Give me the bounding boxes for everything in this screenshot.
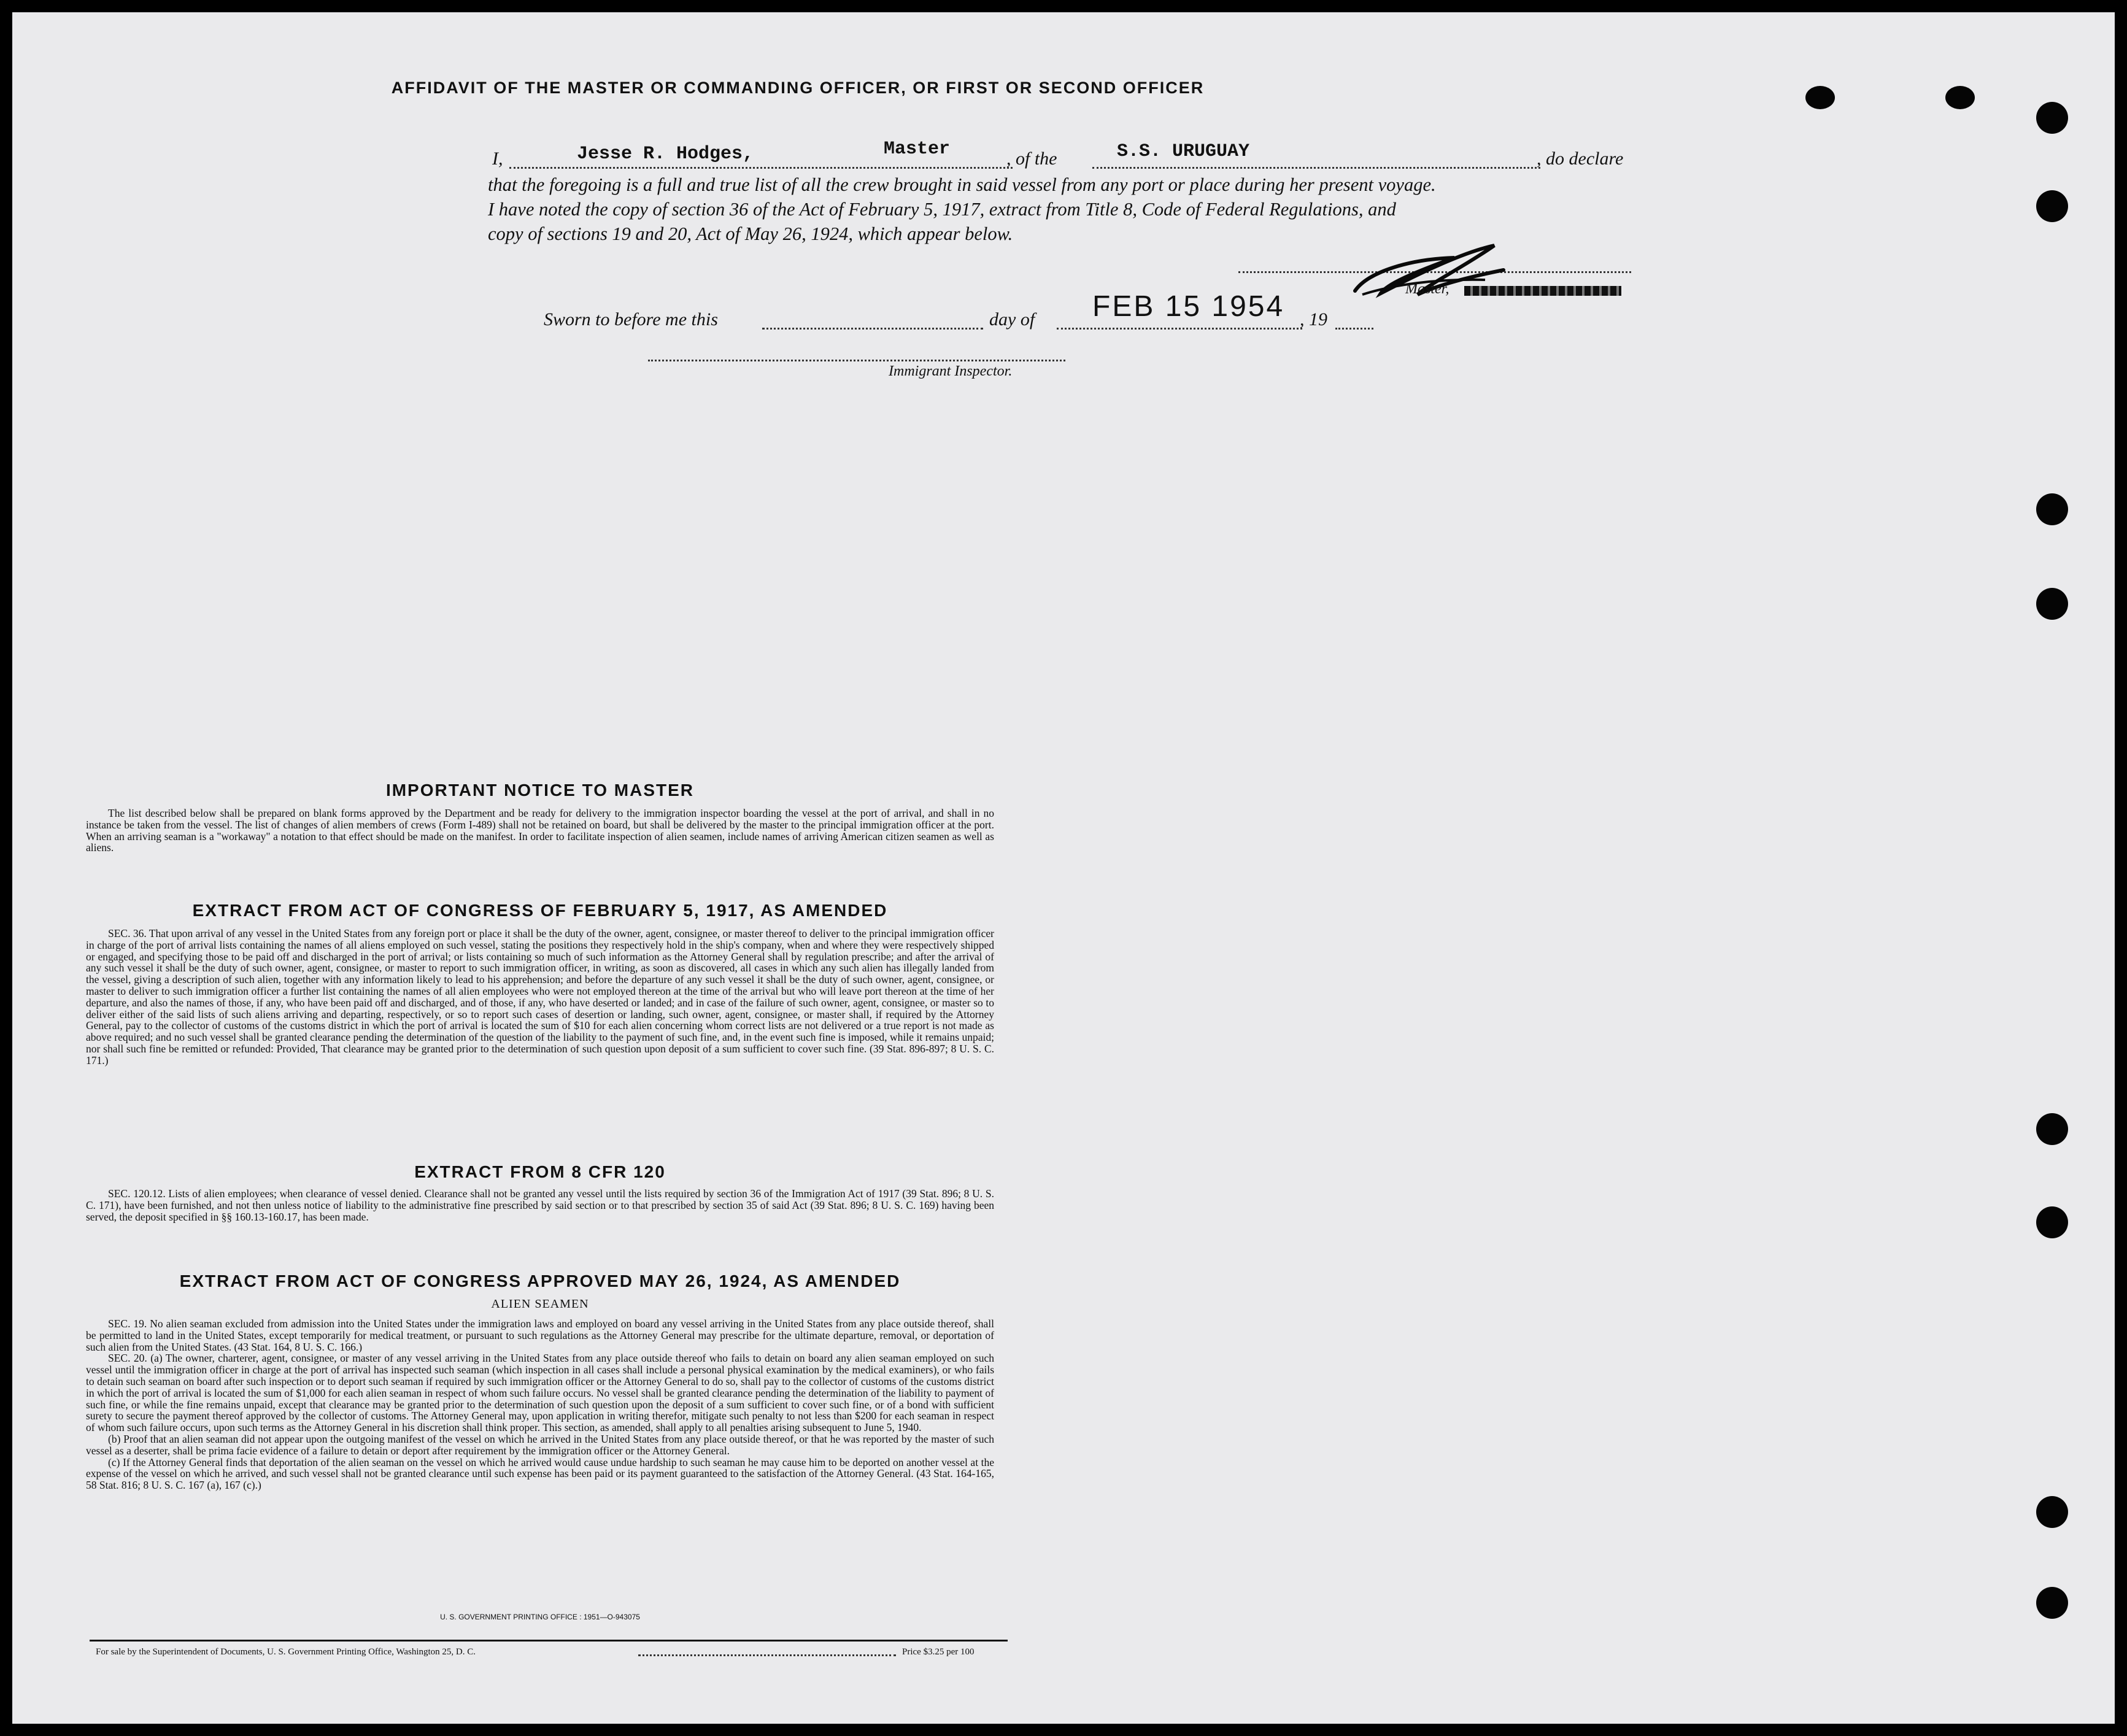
- section-20a: SEC. 20. (a) The owner, charterer, agent, consignee, or master of any vessel arriving in the United States from any place outside thereof who fails to detain on board any alien seaman employed on such vessel until the immigration officer in charge at the port of arrival has inspected such seaman (which inspection in all cases shall include a personal physical examination by the medical examiners), or who fails to detain such seaman on board after such inspection or to deport such seaman if required by such immigration officer or the Attorney General to do so, shall pay to the collector of customs of the customs district in which the port of arrival is located the sum of $1,000 for each alien seaman in respect of whom such failure occurs. No vessel shall be granted clearance pending the determination of the liability to payment of such fine, or while the fine remains unpaid, except that clearance may be granted prior to the determination of such question upon the deposit of a sum sufficient to cover such fine, or of a bond with sufficient surety to secure the payment thereof approved by the collector of customs. The Attorney General may, upon application in writing therefor, mitigate such penalty to not less than $200 for each seaman in respect of whom such failure occurs, upon such terms as the Attorney General in his discretion shall think proper. This section, as amended, shall apply to all penalties arising subsequent to June 5, 1940.: [86, 1352, 994, 1434]
- section-20b: (b) Proof that an alien seaman did not appear upon the outgoing manifest of the vessel on which he arrived in the United States from any place outside thereof, or that he was reported by the master of such vessel as a deserter, shall be prima facie evidence of a failure to detain or deport after requirement by the immigration officer or the Attorney General.: [86, 1432, 994, 1457]
- extract-1917-body: SEC. 36. That upon arrival of any vessel in the United States from any foreign port or place it shall be the duty of the owner, agent, consignee, or master thereof to deliver to the principal immigration officer in charge of the port of arrival lists containing the names of all aliens employed on such vessel, stating the positions they respectively hold in the ship's company, when and where they were respectively shipped or engaged, and specifying those to be paid off and discharged in the port of arrival; or lists containing so much of such information as the Attorney General shall by regulation prescribe; and after the arrival of any such vessel it shall be the duty of such owner, agent, consignee, or master to report to such immigration officer, in writing, as soon as discovered, all cases in which any such alien has illegally landed from the vessel, giving a description of such alien, together with any information likely to lead to his apprehension; and before the departure of any such vessel it shall be the duty of such owner, agent, consignee, or master to deliver to such immigration officer a further list containing the names of all alien employees who were not employed thereon at the time of the arrival but who will leave port thereon at the time of her departure, and also the names of those, if any, who have been paid off and discharged, and of those, if any, who have deserted or landed; and in case of the failure of such owner, agent, consignee, or master so to deliver either of the said lists of such aliens arriving and departing, respectively, or so to report such cases of desertion or landing, such owner, agent, consignee, or master shall, if required by the Attorney General, pay to the collector of customs of the customs district in which the port of arrival is located the sum of $10 for each alien concerning whom correct lists are not delivered or a true report is not made as above required; and no such vessel shall be granted clearance pending the determination of the question of the liability to the payment of such fine, and, in the event such fine is imposed, while it remains unpaid; nor shall such fine be remitted or refunded: Provided, That clearance may be granted prior to the determination of such question upon deposit of a sum sufficient to cover such fine. (39 Stat. 896-897; 8 U. S. C. 171.): [86, 927, 994, 1067]
- day-of-label: day of: [989, 309, 1035, 330]
- struck-out-title: [1464, 286, 1621, 296]
- inspector-line: [648, 360, 1065, 361]
- binder-hole: [2036, 1587, 2068, 1619]
- notice-body: The list described below shall be prepared on blank forms approved by the Department and be ready for delivery to the immigration inspector boarding the vessel at the port of arrival, and shall in no instance be taken from the vessel. The list of changes of alien members of crews (Form I-489) shall not be retained on board, but shall be delivered by the master to the principal immigration officer at the port. When an arriving seaman is a "workaway" a notation to that effect should be made on the manifest. In order to facilitate inspection of alien seamen, include names of arriving American citizen seamen as well as aliens.: [86, 807, 994, 854]
- officer-name: Jesse R. Hodges,: [577, 144, 754, 164]
- extract-cfr-title: EXTRACT FROM 8 CFR 120: [414, 1162, 666, 1181]
- vessel-line: [1092, 167, 1540, 169]
- notice-title: IMPORTANT NOTICE TO MASTER: [385, 781, 695, 800]
- footer-rule: [90, 1640, 1008, 1641]
- affidavit-line-4: copy of sections 19 and 20, Act of May 26, 1924, which appear below.: [488, 223, 1013, 244]
- section-19: SEC. 19. No alien seaman excluded from admission into the United States under the immigration laws and employed on board any vessel arriving in the United States from any place outside thereof, shall be permitted to land in the United States, except temporarily for medical treatment, or pursuant to such regulations as the Attorney General may prescribe for the ultimate departure, removal, or deportation of such alien from the United States. (43 Stat. 164, 8 U. S. C. 166.): [86, 1317, 994, 1353]
- price-notice: Price $3.25 per 100: [902, 1647, 975, 1657]
- extract-1917-title: EXTRACT FROM ACT OF CONGRESS OF FEBRUARY 5, 1917, AS AMENDED: [192, 901, 888, 920]
- date-stamp: FEB 15 1954: [1092, 290, 1285, 323]
- binder-hole: [2036, 1113, 2068, 1145]
- punch-dot: [1805, 86, 1835, 109]
- punch-dot: [1945, 86, 1975, 109]
- extract-cfr-body: SEC. 120.12. Lists of alien employees; when clearance of vessel denied. Clearance shall not be granted any vessel until the lists required by section 36 of the Immigration Act of 1917 (39 Stat. 896; 8 U. S. C. 171), have been furnished, and not then unless notice of liability to the administrative fine prescribed by said section or to that prescribed by section 35 of said Act (39 Stat. 896; 8 U. S. C. 169) having been served, the deposit specified in §§ 160.13-160.17, has been made.: [86, 1187, 994, 1223]
- footer-leader: [638, 1654, 896, 1656]
- inspector-label: Immigrant Inspector.: [889, 363, 1013, 379]
- affidavit-lead: I,: [492, 149, 503, 169]
- for-sale-notice: For sale by the Superintendent of Documents, U. S. Government Printing Office, Washington 25, D. C.: [96, 1647, 476, 1657]
- paper-sheet: [12, 12, 2115, 1724]
- affidavit-line-2: that the foregoing is a full and true list of all the crew brought in said vessel from any port or place during her present voyage.: [488, 174, 1436, 195]
- year-prefix: , 19: [1300, 309, 1327, 330]
- gpo-imprint: U. S. GOVERNMENT PRINTING OFFICE : 1951—O-943075: [440, 1613, 640, 1621]
- binder-hole: [2036, 493, 2068, 525]
- affidavit-line-3: I have noted the copy of section 36 of the Act of February 5, 1917, extract from Title 8, Code of Federal Regulations, and: [488, 199, 1396, 220]
- of-the-label: , of the: [1006, 149, 1057, 169]
- name-line: [509, 167, 1013, 169]
- extract-1924-title: EXTRACT FROM ACT OF CONGRESS APPROVED MAY 26, 1924, AS AMENDED: [179, 1271, 901, 1290]
- section-20c: (c) If the Attorney General finds that deportation of the alien seaman on the vessel on which he arrived would cause undue hardship to such seaman he may cause him to be deported on another vessel at the expense of the vessel on which he arrived, and such vessel shall not be granted clearance until such expense has been paid or its payment guaranteed to the satisfaction of the Attorney General. (43 Stat. 164-165, 58 Stat. 816; 8 U. S. C. 167 (a), 167 (c).): [86, 1456, 994, 1492]
- extract-1924-body: [86, 1318, 994, 1491]
- affidavit-title: AFFIDAVIT OF THE MASTER OR COMMANDING OFFICER, OR FIRST OR SECOND OFFICER: [391, 79, 1205, 97]
- year-line: [1335, 328, 1373, 330]
- binder-hole: [2036, 102, 2068, 134]
- sworn-month-line: [1057, 328, 1302, 330]
- binder-hole: [2036, 1496, 2068, 1528]
- binder-hole: [2036, 190, 2068, 222]
- binder-hole: [2036, 588, 2068, 620]
- binder-hole: [2036, 1206, 2068, 1238]
- declare-label: , do declare: [1537, 149, 1624, 169]
- vessel-name: S.S. URUGUAY: [1117, 141, 1250, 162]
- officer-rank: Master: [884, 139, 951, 160]
- master-label: Master,: [1405, 281, 1450, 297]
- extract-1924-subtitle: ALIEN SEAMEN: [491, 1297, 589, 1311]
- sworn-label: Sworn to before me this: [544, 309, 718, 330]
- sworn-day-line: [762, 328, 983, 330]
